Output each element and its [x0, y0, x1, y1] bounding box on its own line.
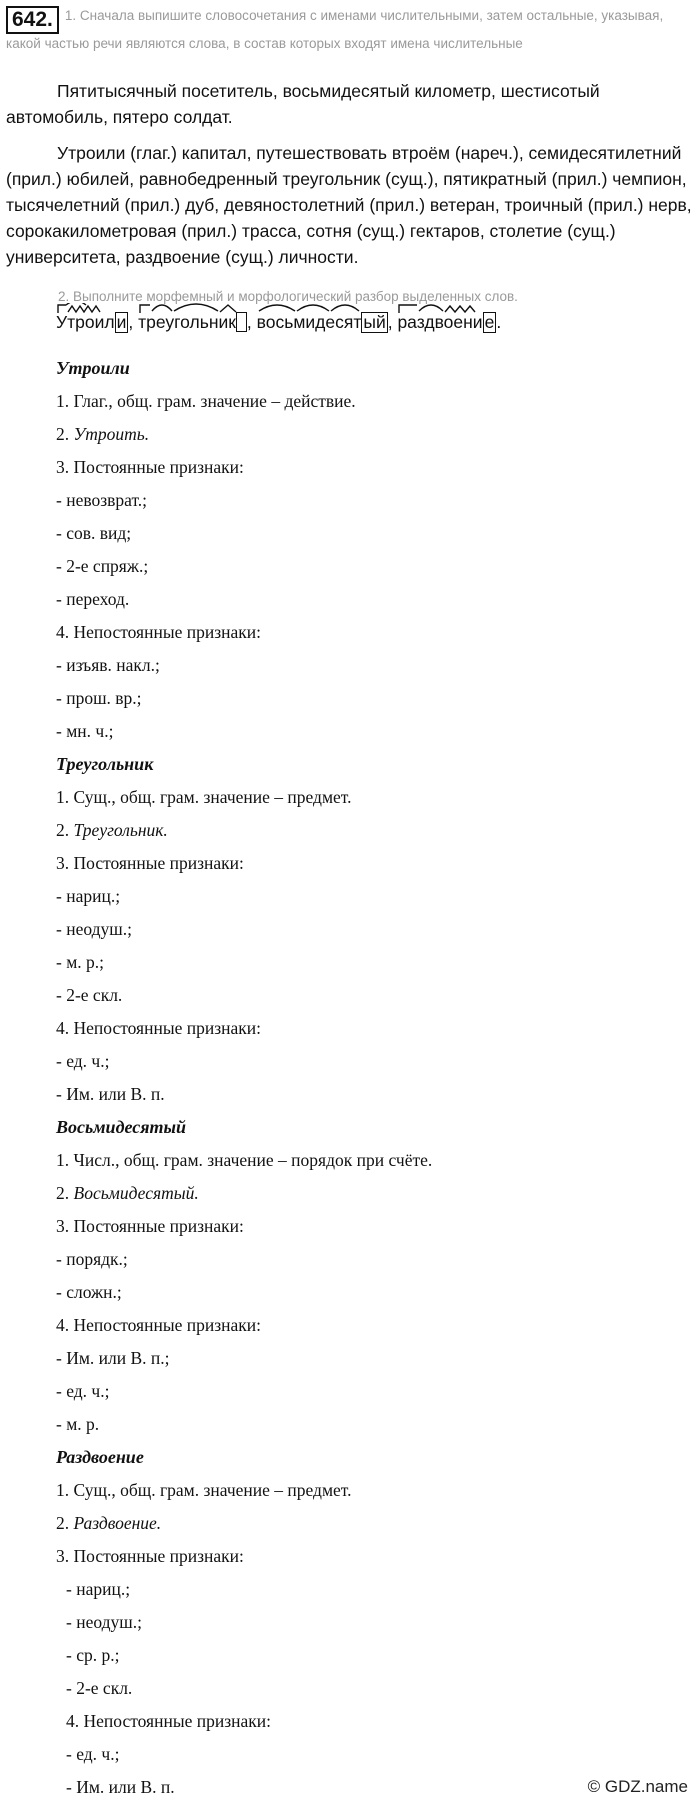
analysis-line: - изъяв. накл.; [56, 655, 160, 675]
line-prefix: 2. [56, 1183, 74, 1203]
separator: , [387, 312, 398, 332]
analysis-line: - Им. или В. п. [66, 1777, 175, 1797]
analysis-line: 4. Непостоянные признаки: [56, 1315, 261, 1335]
separator: , [246, 312, 257, 332]
morph-word-utroili [56, 312, 128, 333]
morphological-analysis [56, 352, 676, 1804]
morpheme-parse-row [56, 312, 501, 333]
initial-form: Восьмидесятый. [73, 1183, 199, 1203]
morph-word-razdvoenie [397, 312, 496, 333]
analysis-line: - нариц.; [56, 886, 121, 906]
analysis-line: 4. Непостоянные признаки: [56, 622, 261, 642]
analysis-title-vosmidesyaty: Восьмидесятый [56, 1117, 187, 1137]
morph-root-marks [257, 303, 387, 315]
analysis-line: 4. Непостоянные признаки: [66, 1711, 271, 1731]
morph-ending: е [484, 312, 495, 332]
analysis-line: - прош. вр.; [56, 688, 142, 708]
morph-word-vosmidesyaty [257, 312, 388, 333]
analysis-line: - ср. р.; [66, 1645, 120, 1665]
morph-stem: восьмидесят [256, 312, 362, 332]
watermark-gdz: © GDZ.name [587, 1777, 688, 1796]
analysis-line: 3. Постоянные признаки: [56, 457, 244, 477]
analysis-title-utroili: Утроили [56, 358, 130, 378]
analysis-line-initial-form [56, 1177, 676, 1210]
analysis-line: - Им. или В. п.; [56, 1348, 170, 1368]
morph-root-suffix-marks [56, 303, 128, 315]
initial-form: Раздвоение. [73, 1513, 162, 1533]
analysis-line: - ед. ч.; [56, 1051, 110, 1071]
analysis-line: - м. р.; [56, 952, 105, 972]
morph-prefix-root-marks [138, 303, 248, 315]
morph-prefix-root-suffix-marks [397, 303, 497, 315]
morph-suffix: л [104, 312, 115, 332]
line-prefix: 2. [56, 1513, 74, 1533]
analysis-line: 1. Сущ., общ. грам. значение – предмет. [56, 1480, 352, 1500]
morph-ending: ый [363, 312, 386, 332]
paragraph-numerals: Пятитысячный посетитель, восьмидесятый километр, шестисотый автомобиль, пятеро солдат. [6, 81, 600, 127]
analysis-line: - сов. вид; [56, 523, 132, 543]
analysis-line: 4. Непостоянные признаки: [56, 1018, 261, 1038]
task-instruction-2: 2. Выполните морфемный и морфологический разбор выделенных слов. [58, 289, 518, 304]
task-instruction-1: 1. Сначала выпишите словосочетания с именами числительными, затем остальные, указывая, какой частью речи являются слова, в состав которых входят имена числительные [6, 8, 664, 51]
morph-word-treugolnik [138, 312, 247, 333]
initial-form: Утроить. [73, 424, 150, 444]
analysis-line: - ед. ч.; [66, 1744, 120, 1764]
analysis-line: - мн. ч.; [56, 721, 114, 741]
analysis-line: - невозврат.; [56, 490, 148, 510]
analysis-line: - Им. или В. п. [56, 1084, 165, 1104]
analysis-line: 1. Глаг., общ. грам. значение – действие. [56, 391, 356, 411]
analysis-line: - сложн.; [56, 1282, 122, 1302]
analysis-line: - 2-е скл. [56, 985, 123, 1005]
analysis-line: 1. Числ., общ. грам. значение – порядок при счёте. [56, 1150, 433, 1170]
analysis-line: - переход. [56, 589, 130, 609]
line-prefix: 2. [56, 820, 74, 840]
analysis-line: - неодуш.; [66, 1612, 142, 1632]
analysis-line: - 2-е спряж.; [56, 556, 149, 576]
analysis-line: 3. Постоянные признаки: [56, 853, 244, 873]
analysis-line: 1. Сущ., общ. грам. значение – предмет. [56, 787, 352, 807]
paragraph-other-words: Утроили (глаг.) капитал, путешествовать втроём (нареч.), семидесятилетний (прил.) юбилей, равнобедренный треугольник (сущ.), пятикратный (прил.) чемпион, тысячелетний (прил.) дуб, девяностолетний (прил.) ветеран, троичный (прил.) нерв, сорокакилометровая (прил.) трасса, сотня (сущ.) гектаров, столетие (сущ.) университета, раздвоение (сущ.) личности. [6, 143, 692, 267]
morph-zero-ending [236, 312, 247, 332]
final-period: . [496, 312, 502, 332]
analysis-line-initial-form [56, 418, 676, 451]
analysis-line: - м. р. [56, 1414, 100, 1434]
morph-stem: Утрои [56, 312, 105, 332]
analysis-title-treugolnik: Треугольник [56, 754, 154, 774]
morph-ending: и [116, 312, 127, 332]
task-header [6, 6, 694, 53]
separator: , [128, 312, 139, 332]
analysis-line-initial-form [56, 814, 676, 847]
initial-form: Треугольник. [73, 820, 168, 840]
analysis-line: - порядк.; [56, 1249, 128, 1269]
analysis-line: 3. Постоянные признаки: [56, 1546, 244, 1566]
analysis-line-initial-form [56, 1507, 676, 1540]
analysis-line: 3. Постоянные признаки: [56, 1216, 244, 1236]
line-prefix: 2. [56, 424, 74, 444]
morph-stem: треугольник [138, 312, 236, 332]
morph-stem: раздвоени [397, 312, 483, 332]
analysis-title-razdvoenie: Раздвоение [56, 1447, 144, 1467]
task-number: 642. [6, 6, 59, 34]
analysis-line: - нариц.; [66, 1579, 131, 1599]
analysis-line: - неодуш.; [56, 919, 132, 939]
analysis-line: - ед. ч.; [56, 1381, 110, 1401]
analysis-line: - 2-е скл. [66, 1678, 133, 1698]
